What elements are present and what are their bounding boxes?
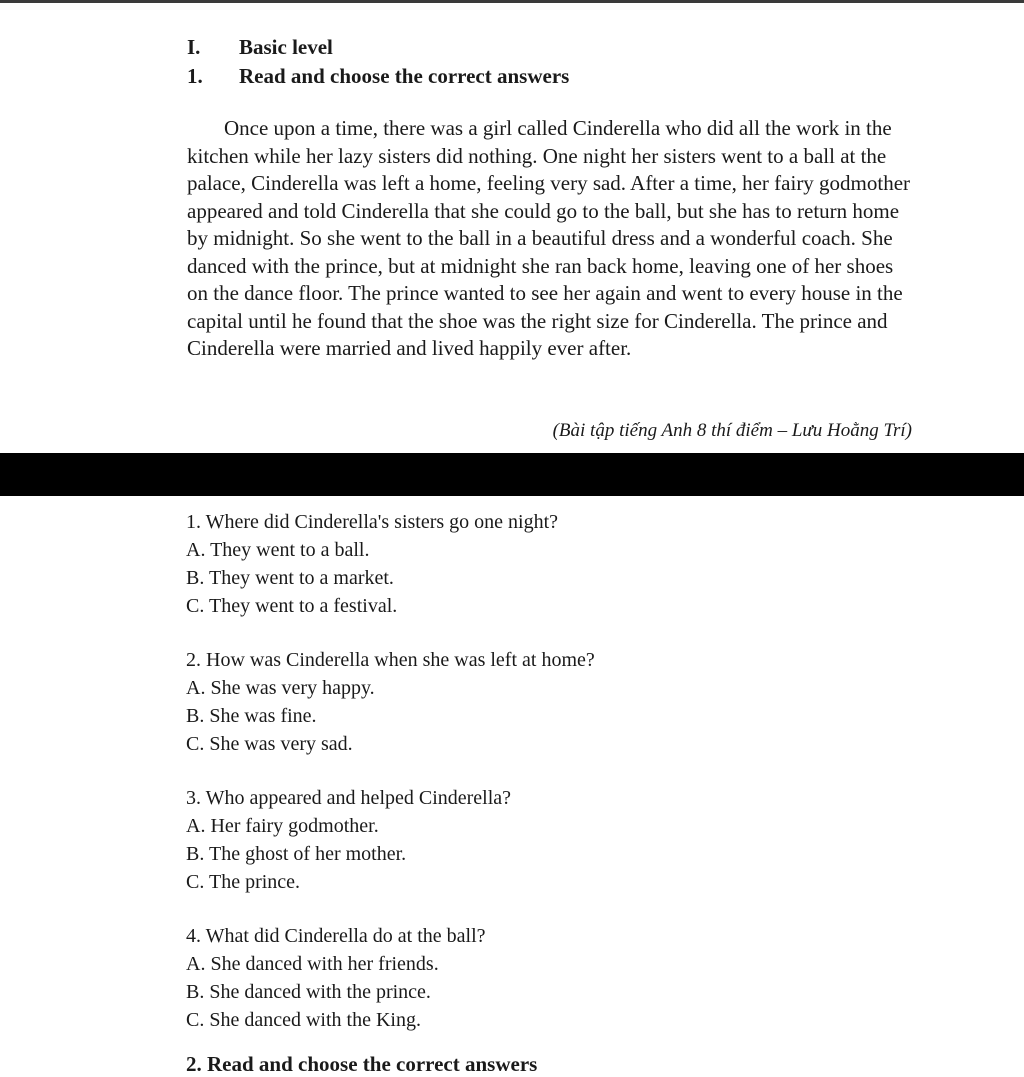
next-section-heading-partial: 2. Read and choose the correct answers (186, 1052, 538, 1076)
question-text: 4. What did Cinderella do at the ball? (186, 925, 486, 947)
passage-text: Once upon a time, there was a girl called Cinderella who did all the work in the kitchen while her lazy sisters did nothing. One night her sisters went to a ball at the palace, Cinderella was left a home, feeling very sad. After a time, her fairy godmother appeared and told Cinderella that she could go to the ball, but she has to return home by midnight. So she went to the ball in a beautiful dress and a wonderful coach. She danced with the prince, but at midnight she ran back home, leaving one of her shoes on the dance floor. The prince wanted to see her again and went to every house in the capital until he found that the shoe was the right size for Cinderella. The prince and Cinderella were married and lived happily ever after. (187, 116, 911, 360)
option-b: B. They went to a market. (186, 567, 394, 589)
section-number: I. (187, 35, 201, 59)
source-citation: (Bài tập tiếng Anh 8 thí điểm – Lưu Hoằng Trí) (552, 420, 912, 441)
question-item (186, 922, 946, 1034)
question-text: 2. How was Cinderella when she was left at home? (186, 649, 595, 671)
section-title: Basic level (239, 35, 333, 59)
question-item (186, 508, 946, 620)
option-b: B. The ghost of her mother. (186, 843, 407, 865)
question-list (186, 508, 946, 1060)
option-a: A. They went to a ball. (186, 539, 370, 561)
exercise-number: 1. (187, 64, 203, 88)
option-c: C. She danced with the King. (186, 1009, 421, 1031)
exercise-title: Read and choose the correct answers (239, 64, 570, 88)
option-c: C. She was very sad. (186, 733, 353, 755)
redaction-band (0, 453, 1024, 496)
option-b: B. She danced with the prince. (186, 981, 431, 1003)
option-c: C. They went to a festival. (186, 595, 398, 617)
option-a: A. She was very happy. (186, 677, 375, 699)
question-text: 3. Who appeared and helped Cinderella? (186, 787, 512, 809)
question-item (186, 646, 946, 758)
exercise-heading (187, 64, 569, 89)
option-c: C. The prince. (186, 871, 301, 893)
section-heading (187, 35, 333, 60)
question-text: 1. Where did Cinderella's sisters go one night? (186, 511, 559, 533)
top-border (0, 0, 1024, 3)
option-b: B. She was fine. (186, 705, 317, 727)
option-a: A. She danced with her friends. (186, 953, 439, 975)
option-a: A. Her fairy godmother. (186, 815, 379, 837)
reading-passage (187, 115, 917, 363)
question-item (186, 784, 946, 896)
